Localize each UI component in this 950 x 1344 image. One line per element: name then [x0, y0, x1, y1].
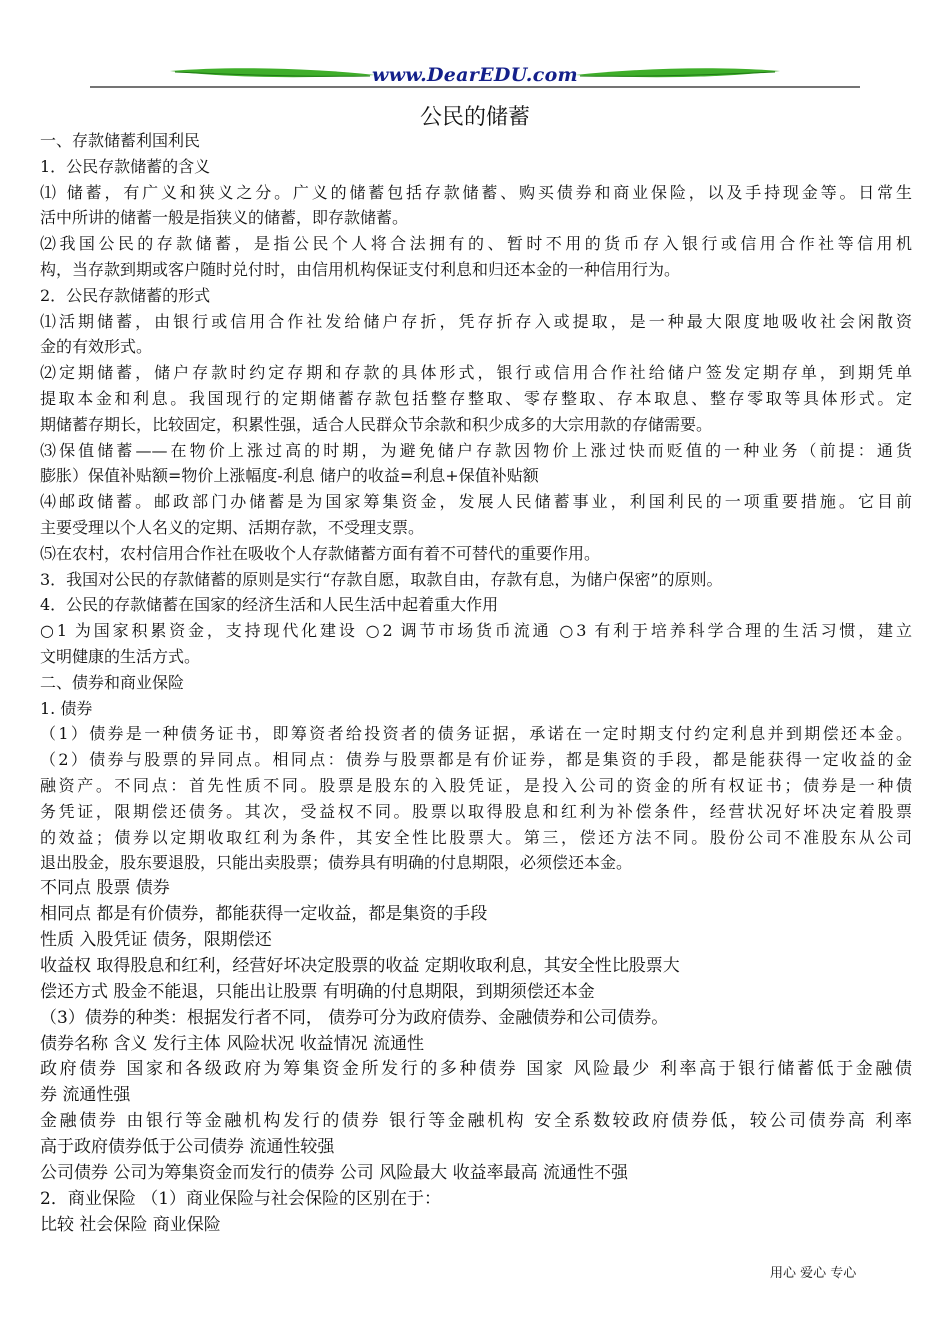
text-line: 比较 社会保险 商业保险	[40, 1214, 221, 1235]
text-line: ⑵定期储蓄，储户存款时约定存期和存款的具体形式，银行或信用合作社给储户签发定期存单，到期凭单	[40, 363, 912, 383]
text-line: 二、债券和商业保险	[40, 672, 185, 692]
text-line: 期储蓄存期长，比较固定，积累性强，适合人民群众节余款和积少成多的大宗用款的存储需要。	[40, 414, 713, 434]
text-line: ⑴活期储蓄，由银行或信用合作社发给储户存折，凭存折存入或提取，是一种最大限度地吸收社会闲散资	[40, 311, 912, 331]
text-line: 融资产。不同点：首先性质不同。股票是股东的入股凭证，是投入公司的资金的所有权证书；债券是一种债	[40, 775, 912, 795]
text-line: 性质 入股凭证 债务，限期偿还	[40, 929, 272, 950]
text-line: 不同点 股票 债券	[40, 878, 170, 899]
text-line: ⑶保值储蓄——在物价上涨过高的时期，为避免储户存款因物价上涨过快而贬值的一种业务（前提：通货	[40, 440, 912, 460]
text-line: 3．我国对公民的存款储蓄的原则是实行“存款自愿，取款自由，存款有息，为储户保密”的原则。	[40, 569, 723, 589]
text-line: 膨胀）保值补贴额=物价上涨幅度-利息 储户的收益=利息+保值补贴额	[40, 466, 539, 486]
text-line: 退出股金，股东要退股，只能出卖股票；债券具有明确的付息期限，必须偿还本金。	[40, 853, 633, 873]
text-line: 2．商业保险 （1）商业保险与社会保险的区别在于：	[40, 1188, 442, 1209]
text-line: 券 流通性强	[40, 1085, 131, 1106]
text-line: 相同点 都是有价债券，都能获得一定收益，都是集资的手段	[40, 904, 488, 925]
text-line: 主要受理以个人名义的定期、活期存款，不受理支票。	[40, 517, 425, 537]
text-line: 活中所讲的储蓄一般是指狭义的储蓄，即存款储蓄。	[40, 208, 409, 228]
text-line: ⑵我国公民的存款储蓄，是指公民个人将合法拥有的、暂时不用的货币存入银行或信用合作社等信用机	[40, 234, 912, 254]
text-line: 政府债券 国家和各级政府为筹集资金所发行的多种债券 国家 风险最少 利率高于银行储蓄低于金融债	[40, 1059, 912, 1080]
site-header-banner	[90, 62, 860, 92]
text-line: 4．公民的存款储蓄在国家的经济生活和人民生活中起着重大作用	[40, 595, 499, 615]
text-line: 金的有效形式。	[40, 337, 153, 357]
document-body	[40, 128, 912, 1239]
page-footer: 用心 爱心 专心	[770, 1266, 857, 1281]
text-line: ⑸在农村，农村信用合作社在吸收个人存款储蓄方面有着不可替代的重要作用。	[40, 543, 601, 563]
text-line: （2）债券与股票的异同点。相同点：债券与股票都是有价证券，都是集资的手段，都是能获得一定收益的金	[40, 750, 912, 770]
text-line: 1. 债券	[40, 698, 93, 718]
text-line: 公司债券 公司为筹集资金而发行的债券 公司 风险最大 收益率最高 流通性不强	[40, 1163, 629, 1184]
text-line: 收益权 取得股息和红利，经营好坏决定股票的收益 定期收取利息，其安全性比股票大	[40, 955, 680, 976]
text-line: ⑷邮政储蓄。邮政部门办储蓄是为国家筹集资金，发展人民储蓄事业，利国利民的一项重要措施。它目前	[40, 492, 912, 512]
text-line: 金融债券 由银行等金融机构发行的债券 银行等金融机构 安全系数较政府债券低，较公司债券高 利率	[40, 1111, 912, 1132]
text-line: （3）债券的种类：根据发行者不同， 债券可分为政府债券、金融债券和公司债券。	[40, 1007, 669, 1028]
text-line: 1．公民存款储蓄的含义	[40, 156, 211, 176]
text-line: 构，当存款到期或客户随时兑付时，由信用机构保证支付利息和归还本金的一种信用行为。	[40, 259, 681, 279]
text-line: ⑴ 储蓄，有广义和狭义之分。广义的储蓄包括存款储蓄、购买债券和商业保险，以及手持现金等。日常生	[40, 182, 912, 202]
text-line: 一、存款储蓄利国利民	[40, 131, 201, 150]
text-line: 的效益；债券以定期收取红利为条件，其安全性比股票大。第三，偿还方法不同。股份公司不准股东从公司	[40, 827, 912, 847]
text-line: 偿还方式 股金不能退，只能出让股票 有明确的付息期限，到期须偿还本金	[40, 981, 595, 1002]
text-line: 提取本金和利息。我国现行的定期储蓄存款包括整存整取、零存整取、存本取息、整存零取等具体形式。定	[40, 388, 912, 408]
text-line: 务凭证，限期偿还债务。其次，受益权不同。股票以取得股息和红利为补偿条件，经营状况好坏决定着股票	[40, 801, 912, 821]
text-line: 2．公民存款储蓄的形式	[40, 285, 211, 305]
text-line: ○1 为国家积累资金，支持现代化建设 ○2 调节市场货币流通 ○3 有利于培养科学合理的生活习惯，建立	[40, 621, 912, 641]
page-title: 公民的储蓄	[419, 105, 530, 130]
text-line: 文明健康的生活方式。	[40, 646, 201, 666]
text-line: 债券名称 含义 发行主体 风险状况 收益情况 流通性	[40, 1033, 425, 1054]
text-line: （1）债券是一种债务证书，即筹资者给投资者的债务证据，承诺在一定时期支付约定利息并到期偿还本金。	[40, 724, 912, 744]
site-logo-text: www.DearEDU.com	[372, 64, 578, 86]
text-line: 高于政府债券低于公司债券 流通性较强	[40, 1137, 335, 1158]
